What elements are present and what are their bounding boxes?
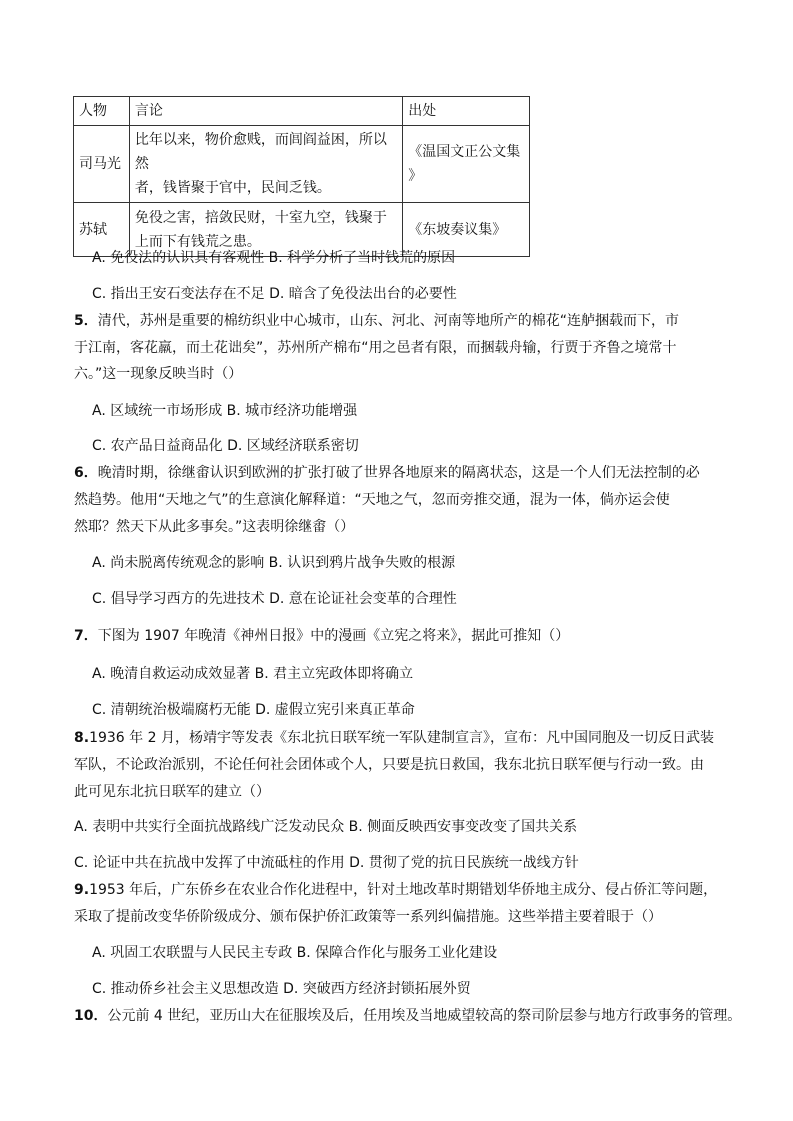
question-8-options: C. 论证中共在抗战中发挥了中流砥柱的作用 D. 贯彻了党的抗日民族统一战线方针 — [74, 855, 579, 871]
question-text: 公元前 4 世纪，亚历山大在征服埃及后，任用埃及当地威望较高的祭司阶层参与地方行政事务的管理。 — [107, 1008, 742, 1024]
question-6-line — [74, 463, 700, 483]
question-9-line: 采取了提前改变华侨阶级成分、颁布保护侨汇政策等一系列纠偏措施。这些举措主要着眼于（） — [74, 909, 662, 925]
question-text: 1936 年 2 月，杨靖宇等发表《东北抗日联军统一军队建制宣言》，宣布：凡中国同胞及一切反日武装 — [89, 730, 714, 746]
question-6-line: 然趋势。他用“天地之气”的生意演化解释道：“天地之气，忽而旁推交通，混为一体，倘亦运会使 — [74, 492, 670, 508]
question-number: 5． — [74, 313, 98, 329]
q4-options-line: C. 指出王安石变法存在不足 D. 暗含了免役法出台的必要性 — [92, 286, 457, 302]
question-5-line — [74, 311, 679, 331]
table-cell-person: 苏轼 — [74, 203, 130, 257]
question-number: 7． — [74, 628, 98, 644]
table-header-speech: 言论 — [129, 97, 402, 126]
question-7-options: C. 清朝统治极端腐朽无能 D. 虚假立宪引来真正革命 — [92, 702, 415, 718]
question-number: 8. — [74, 730, 90, 746]
question-text: 晚清时期，徐继畬认识到欧洲的扩张打破了世界各地原来的隔离状态，这是一个人们无法控制的必 — [97, 465, 700, 481]
question-6-options: C. 倡导学习西方的先进技术 D. 意在论证社会变革的合理性 — [92, 591, 457, 607]
question-6-line: 然耶？然天下从此多事矣。”这表明徐继畬（） — [74, 519, 355, 535]
q4-options-line: A. 免役法的认识具有客观性 B. 科学分析了当时钱荒的原因 — [92, 250, 456, 266]
table-cell-person: 司马光 — [74, 126, 130, 203]
question-5-options: C. 农产品日益商品化 D. 区域经济联系密切 — [92, 438, 359, 454]
question-9-options: A. 巩固工农联盟与人民民主专政 B. 保障合作化与服务工业化建设 — [92, 945, 498, 961]
source-line: 》 — [408, 168, 423, 184]
table-header-person: 人物 — [74, 97, 130, 126]
question-text: 1953 年后，广东侨乡在农业合作化进程中，针对土地改革时期错划华侨地主成分、侵占侨汇等问题， — [89, 882, 718, 898]
source-line: 《温国文正公文集 — [408, 144, 521, 160]
speech-line: 比年以来，物价愈贱，而闾阎益困，所以然 — [134, 132, 387, 172]
table-row — [74, 126, 530, 203]
question-number: 6． — [74, 465, 98, 481]
question-9-options: C. 推动侨乡社会主义思想改造 D. 突破西方经济封锁拓展外贸 — [92, 981, 471, 997]
question-5-line: 六。”这一现象反映当时（） — [74, 366, 243, 382]
question-8-options: A. 表明中共实行全面抗战路线广泛发动民众 B. 侧面反映西安事变改变了国共关系 — [74, 819, 578, 835]
question-number: 10． — [74, 1008, 108, 1024]
question-8-line: 军队，不论政治派别，不论任何社会团体或个人，只要是抗日救国，我东北抗日联军便与行动一致。由 — [74, 757, 704, 773]
speech-line: 免役之害，掊敛民财，十室九空，钱聚于 — [134, 209, 387, 226]
question-number: 9. — [74, 882, 90, 898]
table-header-source: 出处 — [403, 97, 530, 126]
question-7-line — [74, 626, 569, 646]
quotes-table — [73, 96, 530, 257]
question-6-options: A. 尚未脱离传统观念的影响 B. 认识到鸦片战争失败的根源 — [92, 555, 456, 571]
question-text: 下图为 1907 年晚清《神州日报》中的漫画《立宪之将来》，据此可推知（） — [97, 628, 570, 644]
question-8-line — [74, 728, 714, 748]
speech-line: 者，钱皆聚于官中，民间乏钱。 — [134, 180, 331, 196]
table-cell-source — [403, 126, 530, 203]
question-text: 清代，苏州是重要的棉纺织业中心城市，山东、河北、河南等地所产的棉花“连舻捆载而下，市 — [97, 313, 680, 329]
question-8-line: 此可见东北抗日联军的建立（） — [74, 784, 270, 800]
question-9-line — [74, 880, 717, 900]
table-cell-speech — [129, 126, 402, 203]
question-7-options: A. 晚清自救运动成效显著 B. 君主立宪政体即将确立 — [92, 666, 414, 682]
question-10-line — [74, 1006, 741, 1026]
table-cell-source: 《东坡奏议集》 — [403, 203, 530, 257]
question-5-options: A. 区域统一市场形成 B. 城市经济功能增强 — [92, 403, 358, 419]
speech-line: 上而下有钱荒之患。 — [134, 233, 261, 250]
table-header-row — [74, 97, 530, 126]
question-5-line: 于江南，客花羸，而土花诎矣”，苏州所产棉布“用之邑者有限，而捆载舟输，行贾于齐鲁之境常十 — [74, 340, 677, 356]
